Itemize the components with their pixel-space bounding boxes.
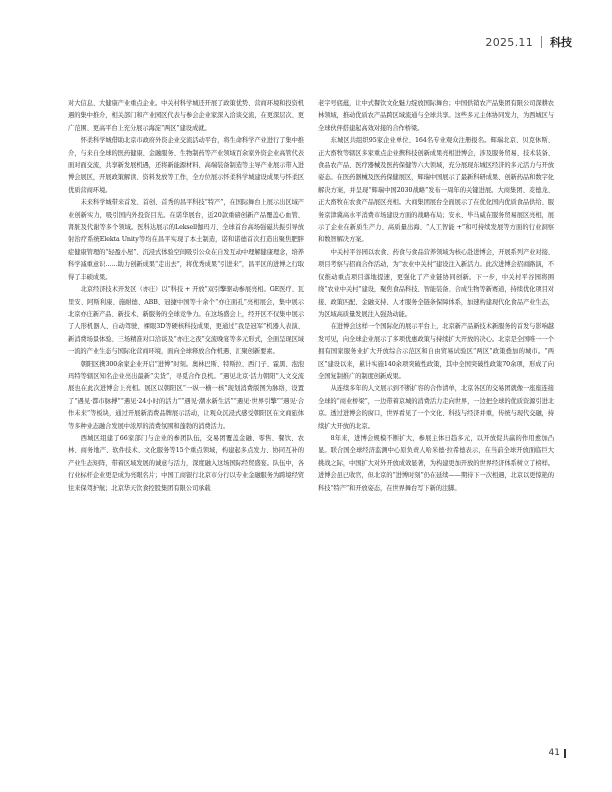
left-column [68,98,304,495]
section-title: 科技 [550,36,572,49]
paragraph: 朝阳区携300余家企业开启“进博”时刻。奥林巴斯、特斯拉、西门子、霍黑、泡泡玛特等辖区知名企业亮出最新“尖货”，寻觅合作良机。“遇见北京·活力朝阳”人文交流展也在此次进博会上亮相。展区以朝阳区“一纵一横一核”现划消费版图为脉络，设置了“遇见·都市脉搏”“遇见·24小时的活力”“遇见·潮水新生活”“遇见·世界引擎”“遇见·合作未来”等板块，通过开展新消费品牌展示活动，让观众沉浸式感受朝阳区在文商旅体等多种业态融合发展中浓厚的消费氛围和蓬勃的消费活力。 [68,360,304,430]
header-divider [541,36,542,48]
paragraph: 东城区共组织95家企业单位、164名专业观众注册报名。辉瑞北京、贝克休斯、正大畜牧等辖区多家重点企业携科技创新成果亮相进博会，涉及服务贸易、技术装备、食品农产品、医疗器械及医药保健等六大领域，充分展现东城区经济的多元活力与开放姿态。在医药器械及医药保健展区，辉瑞中国展示了最新科研成果、创新药品和数字化解决方案，并呈现“辉瑞中国2030战略”发布一周年的关键进展。大商集团、麦德龙、正大畜牧在农食产品展区亮相。大商集团展台全面展示了在优化国内优质食品供给、服务京津冀高水平消费市场建设方面的战略布局；安永、毕马威在服务贸易展区亮相，展示了企业在新质生产力、高质量出海、“人工智能 +”和可持续发展等方面的行业洞察和数智解决方案。 [318,137,554,244]
paragraph: 西城区组建了66家部门与企业的参团队伍，交易团覆盖金融、零售、餐饮、农林、商务地产、软件技术、文化服务等15个重点领域，构建起多点发力、协同互补的产业生态矩阵，带着区域发展的诚意与活力，深度融入这场国际经贸盛宴。队伍中，各行业标杆企业更是成为亮眼名片；中国工商银行北京市分行以专业金融服务为跨境经贸往来保驾护航；北京华天饮食控股集团有限公司承载 [68,434,304,492]
paragraph: 北京经济技术开发区（亦庄）以“科技 + 开放”双引擎驱动参展亮相。GE医疗、瓦里安、阿斯利康、施耐德、ABB、冠捷中国等十余个“亦庄面孔”亮相展会，集中展示北京亦庄新产品、新技术、新服务的全球竞争力。在这场盛会上，经开区不仅集中展示了人形机器人、自动驾驶、裸眼3D等硬核科技成果，更通过“我是冠军”机器人表演、新消费场景体验、三场精准对口洽谈及“亦庄之夜”交流晚宴等多元形式，全面呈现区域一流的产业生态与国际化营商环境，面向全球释放合作机遇、汇聚创新要素。 [68,286,304,356]
paragraph: 在进博会这样一个国际化的展示平台上，北京新产品新技术新服务的首发与影响越发可见，向全球企业展示了多项优惠政策与持续扩大开放的决心。北京是全国唯一一个拥有国家服务业扩大开放综合示范区和自由贸易试验区“两区”政策叠加的城市。“两区”建设以来，累计实施140余项突破性政策，其中全国突破性政策70余项，形成了向全国复制推广的制度创新成果。 [318,323,554,380]
paragraph: 从连续多年的人文展示到不断扩容的合作清单，北京各区的交易团就像一座座连接全球的“商业桥梁”，一边带着京城的消费活力走向世界，一边把全球的优质资源引进北京。透过进博会的窗口，世界看见了一个文化、科技与经济并重，传统与现代交融，持续扩大开放的北京。 [318,385,554,430]
right-column [318,98,554,495]
page-number-bar [564,749,566,758]
paragraph: 怀柔科学城借助北京市政府外资企业交流活动平台，将生命科学产业进行了集中推介，与来自全球的医药健康、金融服务、生物制药等产业领域百余家外资企业高管代表面对面交流，共享新发展机遇，还将新能源材料、高端装备制造等主导产业展示带入进博会展区，开展政策解读、资料发放等工作，全方位展示怀柔科学城建设成果与怀柔区优质营商环境。 [68,137,304,194]
paragraph: 8年来，进博会规模不断扩大，参展主体日趋多元，以开放促共赢的作用愈加凸显。联合国全球经济监测中心原负责人哈米德·拉希德表示，在当前全球开放面临巨大挑战之际，中国扩大对外开放成效显著，为构建更加开放的世界经济体系树立了榜样。进博会虽已收官，但北京的“进博时刻”仍在延续——期待下一次相遇，北京以更惊艳的科技“特产”和开放姿态，在世界舞台写下新的注脚。 [318,434,554,492]
issue-date: 2025.11 [485,35,533,49]
paragraph: 中关村平谷园以农食、药食与食品营养领域为核心赴进博会，开展系列产业对接、项目考察与招商合作活动，为“农业中关村”建设注入新活力。此次进博会招商路演，不仅推动重点项目落地提速，更强化了产业链协同创新。下一步，中关村平谷园将围绕“农业中关村”建设，聚焦食品科技、智能装备、合成生物等新赛道，持续优化项目对接、政策匹配、金融支持、人才服务全链条保障体系，加速构建现代化食品产业生态，为区域高质量发展注入强劲动能。 [318,248,554,318]
page-number-text: 41 [548,748,560,758]
paragraph: 未来科学城带来首发、首创、首秀的昌平科技“特产”，在国际舞台上展示出区域产业创新实力，吸引国内外投资目光。在诺华展台，近20款重磅创新产品覆盖心血管、肾脏及代谢等多个领域。医科达展示的Leksell伽玛刀、全球首台高场强磁共振引导放射治疗系统Elekta Unity等均在昌平实现了本土制造，诺和诺德首次打造出聚焦肥胖症健康管理的“轻盈小屋”、沉浸式体验空间吸引公众在自发互动中理解健康理念，培养科学减重意识……助力创新成果“走出去”，将优秀成果“引进来”，昌平区的进博之行取得了丰硕成果。 [68,199,304,281]
page-number [549,748,566,758]
page-header [485,34,572,50]
paragraph: 对大信息、大健康产业重点企业。中关村科学城还开展了政策优势、营商环境和投资机遇的集中推介，相关部门和产业园区代表与参会企业家深入洽谈交流，在更深层次、更广范围、更高平台上充分展示海淀“两区”建设成就。 [68,100,304,132]
paragraph: 老字号底蕴，让中式餐饮文化魅力绽放国际舞台；中国供销农产品集团有限公司深耕农林领域，推动优质农产品跨区域流通与全球共享。这些多元主体协同发力，为西城区与全球伙伴搭建起高效对接的合作桥梁。 [318,100,554,132]
